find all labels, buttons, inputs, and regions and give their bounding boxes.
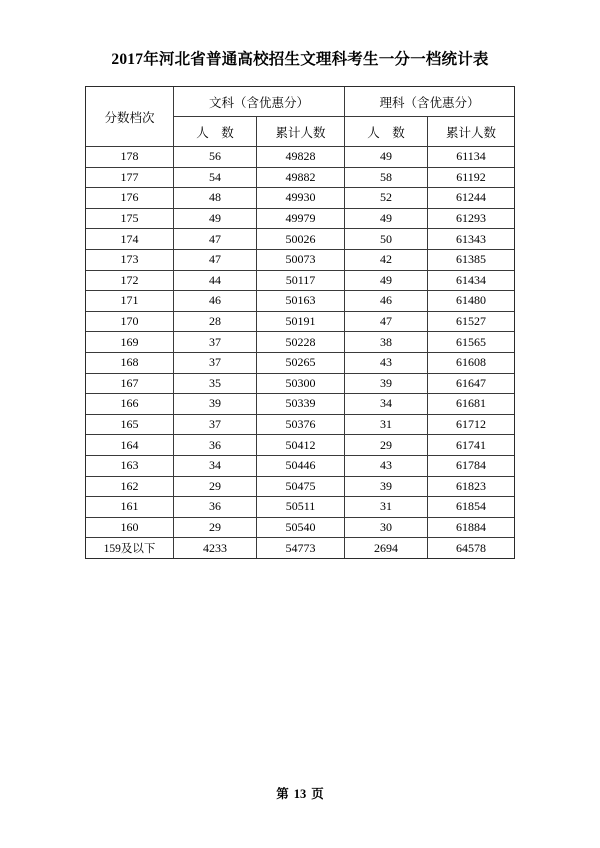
cell-science-cumulative: 61434 bbox=[428, 270, 515, 291]
cell-science-cumulative: 61480 bbox=[428, 291, 515, 312]
cell-score-tier: 174 bbox=[86, 229, 174, 250]
cell-science-count: 52 bbox=[345, 188, 428, 209]
cell-arts-cumulative: 50339 bbox=[257, 394, 345, 415]
cell-science-count: 47 bbox=[345, 311, 428, 332]
cell-arts-count: 48 bbox=[174, 188, 257, 209]
table-row bbox=[86, 538, 515, 559]
cell-arts-count: 37 bbox=[174, 414, 257, 435]
cell-arts-count: 47 bbox=[174, 229, 257, 250]
cell-score-tier: 177 bbox=[86, 167, 174, 188]
table-row bbox=[86, 455, 515, 476]
cell-science-count: 43 bbox=[345, 352, 428, 373]
cell-arts-cumulative: 49979 bbox=[257, 208, 345, 229]
cell-arts-cumulative: 49930 bbox=[257, 188, 345, 209]
cell-science-count: 50 bbox=[345, 229, 428, 250]
table-row bbox=[86, 373, 515, 394]
cell-science-count: 49 bbox=[345, 270, 428, 291]
cell-arts-cumulative: 54773 bbox=[257, 538, 345, 559]
cell-science-cumulative: 61527 bbox=[428, 311, 515, 332]
cell-science-count: 29 bbox=[345, 435, 428, 456]
cell-arts-cumulative: 50228 bbox=[257, 332, 345, 353]
cell-science-cumulative: 61681 bbox=[428, 394, 515, 415]
cell-science-count: 31 bbox=[345, 497, 428, 518]
cell-science-count: 38 bbox=[345, 332, 428, 353]
table-row bbox=[86, 208, 515, 229]
cell-arts-cumulative: 50412 bbox=[257, 435, 345, 456]
cell-arts-count: 37 bbox=[174, 332, 257, 353]
cell-arts-cumulative: 50446 bbox=[257, 455, 345, 476]
cell-science-cumulative: 61293 bbox=[428, 208, 515, 229]
cell-arts-count: 35 bbox=[174, 373, 257, 394]
score-distribution-table bbox=[85, 86, 515, 559]
footer-page-label: 第 bbox=[276, 787, 289, 801]
column-header-arts-group: 文科（含优惠分） bbox=[174, 87, 345, 117]
table-row bbox=[86, 517, 515, 538]
cell-score-tier: 172 bbox=[86, 270, 174, 291]
cell-arts-cumulative: 50376 bbox=[257, 414, 345, 435]
column-header-science-group: 理科（含优惠分） bbox=[345, 87, 515, 117]
cell-science-count: 39 bbox=[345, 373, 428, 394]
table-row bbox=[86, 188, 515, 209]
cell-arts-count: 36 bbox=[174, 435, 257, 456]
cell-arts-count: 4233 bbox=[174, 538, 257, 559]
cell-arts-cumulative: 50265 bbox=[257, 352, 345, 373]
cell-science-count: 43 bbox=[345, 455, 428, 476]
cell-arts-count: 49 bbox=[174, 208, 257, 229]
cell-science-cumulative: 61884 bbox=[428, 517, 515, 538]
cell-arts-count: 39 bbox=[174, 394, 257, 415]
cell-science-cumulative: 61244 bbox=[428, 188, 515, 209]
table-row bbox=[86, 394, 515, 415]
cell-arts-count: 44 bbox=[174, 270, 257, 291]
table-body bbox=[86, 147, 515, 559]
cell-arts-count: 29 bbox=[174, 517, 257, 538]
cell-score-tier: 160 bbox=[86, 517, 174, 538]
cell-score-tier: 167 bbox=[86, 373, 174, 394]
cell-score-tier: 175 bbox=[86, 208, 174, 229]
table-row bbox=[86, 414, 515, 435]
table-row bbox=[86, 270, 515, 291]
table-row bbox=[86, 497, 515, 518]
cell-arts-count: 29 bbox=[174, 476, 257, 497]
cell-arts-count: 47 bbox=[174, 249, 257, 270]
cell-arts-cumulative: 50540 bbox=[257, 517, 345, 538]
cell-arts-count: 34 bbox=[174, 455, 257, 476]
cell-score-tier: 163 bbox=[86, 455, 174, 476]
cell-science-cumulative: 61385 bbox=[428, 249, 515, 270]
cell-science-cumulative: 61854 bbox=[428, 497, 515, 518]
table-row bbox=[86, 249, 515, 270]
cell-arts-cumulative: 49882 bbox=[257, 167, 345, 188]
table-row bbox=[86, 311, 515, 332]
statistics-table-container bbox=[85, 86, 514, 559]
page-footer bbox=[0, 784, 600, 802]
column-header-score-tier: 分数档次 bbox=[86, 87, 174, 147]
cell-science-cumulative: 61741 bbox=[428, 435, 515, 456]
cell-science-cumulative: 61823 bbox=[428, 476, 515, 497]
cell-arts-cumulative: 49828 bbox=[257, 147, 345, 168]
column-header-arts-cumulative: 累计人数 bbox=[257, 117, 345, 147]
cell-science-count: 49 bbox=[345, 147, 428, 168]
cell-science-cumulative: 61784 bbox=[428, 455, 515, 476]
table-row bbox=[86, 476, 515, 497]
cell-science-count: 49 bbox=[345, 208, 428, 229]
cell-score-tier: 165 bbox=[86, 414, 174, 435]
cell-arts-cumulative: 50026 bbox=[257, 229, 345, 250]
table-row bbox=[86, 147, 515, 168]
cell-score-tier: 171 bbox=[86, 291, 174, 312]
table-row bbox=[86, 229, 515, 250]
cell-score-tier: 170 bbox=[86, 311, 174, 332]
cell-score-tier: 178 bbox=[86, 147, 174, 168]
cell-science-count: 58 bbox=[345, 167, 428, 188]
column-header-science-count: 人 数 bbox=[345, 117, 428, 147]
page-title: 2017年河北省普通高校招生文理科考生一分一档统计表 bbox=[111, 51, 489, 68]
cell-arts-count: 36 bbox=[174, 497, 257, 518]
column-header-science-cumulative: 累计人数 bbox=[428, 117, 515, 147]
cell-science-count: 31 bbox=[345, 414, 428, 435]
cell-score-tier: 169 bbox=[86, 332, 174, 353]
cell-arts-cumulative: 50073 bbox=[257, 249, 345, 270]
cell-science-cumulative: 64578 bbox=[428, 538, 515, 559]
cell-science-count: 46 bbox=[345, 291, 428, 312]
cell-score-tier: 173 bbox=[86, 249, 174, 270]
footer-page-number: 13 bbox=[293, 787, 307, 801]
table-row bbox=[86, 435, 515, 456]
cell-arts-cumulative: 50300 bbox=[257, 373, 345, 394]
cell-score-tier: 159及以下 bbox=[86, 538, 174, 559]
cell-science-count: 2694 bbox=[345, 538, 428, 559]
cell-science-cumulative: 61192 bbox=[428, 167, 515, 188]
cell-score-tier: 176 bbox=[86, 188, 174, 209]
cell-science-cumulative: 61134 bbox=[428, 147, 515, 168]
cell-arts-cumulative: 50163 bbox=[257, 291, 345, 312]
cell-arts-count: 46 bbox=[174, 291, 257, 312]
cell-arts-cumulative: 50191 bbox=[257, 311, 345, 332]
cell-arts-count: 28 bbox=[174, 311, 257, 332]
table-header-row-group bbox=[86, 87, 515, 117]
cell-science-count: 39 bbox=[345, 476, 428, 497]
table-header bbox=[86, 87, 515, 147]
table-row bbox=[86, 352, 515, 373]
cell-score-tier: 168 bbox=[86, 352, 174, 373]
column-header-arts-count: 人 数 bbox=[174, 117, 257, 147]
cell-score-tier: 161 bbox=[86, 497, 174, 518]
cell-science-count: 30 bbox=[345, 517, 428, 538]
cell-arts-count: 56 bbox=[174, 147, 257, 168]
cell-score-tier: 162 bbox=[86, 476, 174, 497]
cell-arts-cumulative: 50117 bbox=[257, 270, 345, 291]
table-row bbox=[86, 332, 515, 353]
cell-science-cumulative: 61712 bbox=[428, 414, 515, 435]
cell-science-cumulative: 61343 bbox=[428, 229, 515, 250]
cell-science-count: 42 bbox=[345, 249, 428, 270]
cell-arts-count: 37 bbox=[174, 352, 257, 373]
cell-arts-cumulative: 50511 bbox=[257, 497, 345, 518]
cell-arts-count: 54 bbox=[174, 167, 257, 188]
cell-score-tier: 166 bbox=[86, 394, 174, 415]
cell-science-cumulative: 61608 bbox=[428, 352, 515, 373]
cell-science-count: 34 bbox=[345, 394, 428, 415]
cell-science-cumulative: 61647 bbox=[428, 373, 515, 394]
cell-science-cumulative: 61565 bbox=[428, 332, 515, 353]
cell-score-tier: 164 bbox=[86, 435, 174, 456]
table-row bbox=[86, 291, 515, 312]
footer-page-unit: 页 bbox=[311, 787, 324, 801]
cell-arts-cumulative: 50475 bbox=[257, 476, 345, 497]
table-row bbox=[86, 167, 515, 188]
